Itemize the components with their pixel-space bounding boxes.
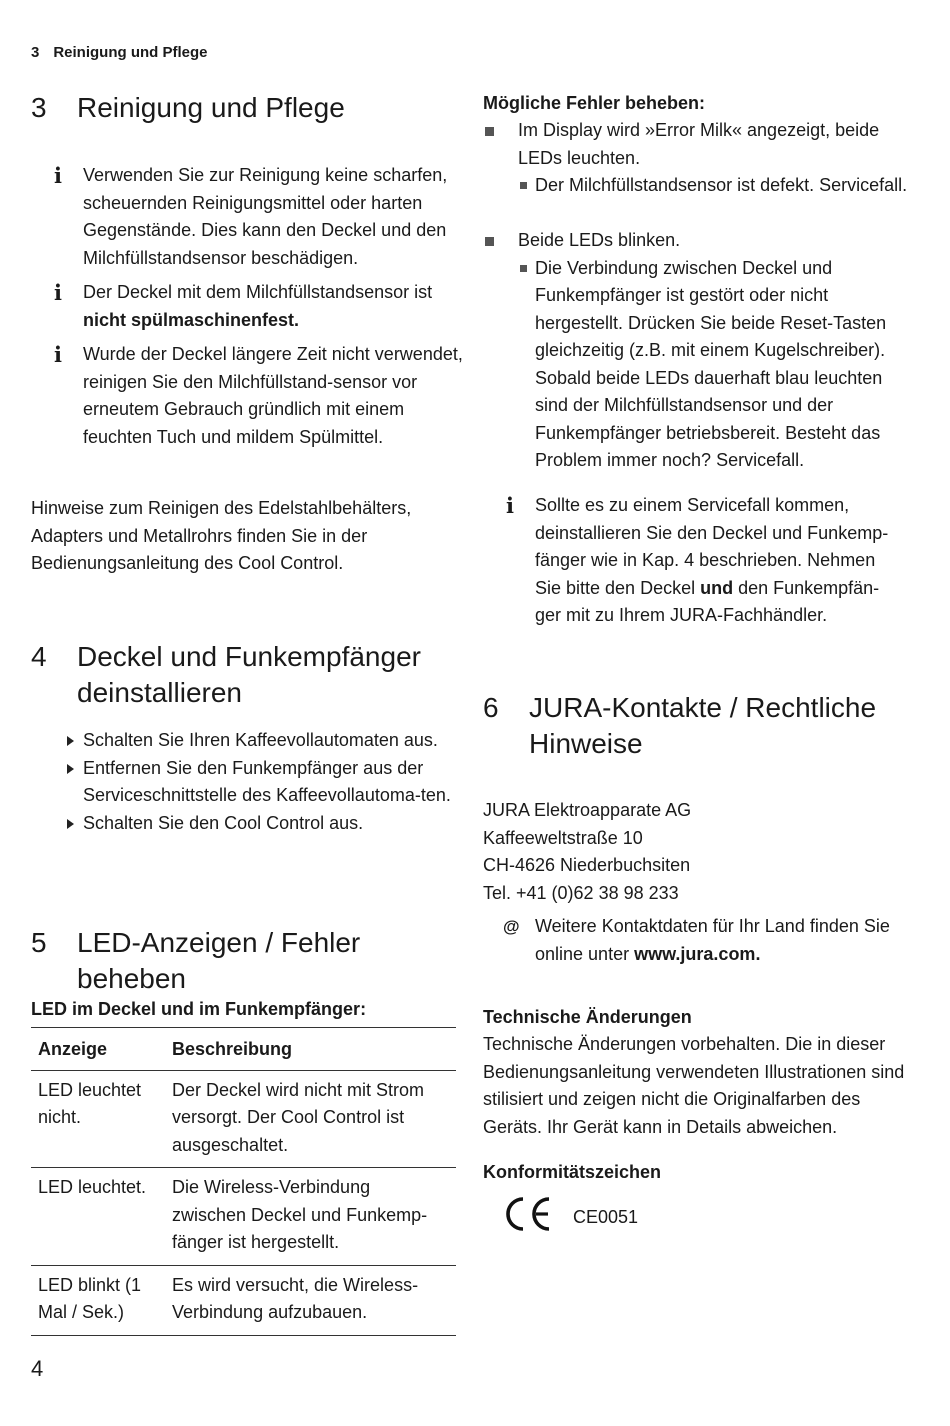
table-cell: Die Wireless-Verbindung zwischen Deckel und Funkemp-fänger ist hergestellt. — [165, 1168, 456, 1266]
arrow-right-icon — [67, 764, 74, 774]
service-note-text-part: den Funkempfän-ger mit zu Ihrem JURA-Fachhändler. — [535, 577, 880, 625]
step-list — [31, 727, 461, 837]
contact-note-text: Weitere Kontaktdaten für Ihr Land finden Sie online unter — [535, 916, 890, 964]
info-note-text-part: Der Deckel mit dem Milchfüllstandsensor ist — [83, 282, 433, 302]
contact-note — [535, 913, 915, 968]
section-6-heading — [483, 690, 913, 762]
arrow-right-icon — [67, 736, 74, 746]
cleaning-paragraph: Hinweise zum Reinigen des Edelstahlbehälters, Adapters und Metallrohrs finden Sie in der Bedienungsanleitung des Cool Control. — [31, 498, 412, 573]
step-text: Schalten Sie den Cool Control aus. — [83, 812, 364, 833]
led-table — [31, 1027, 456, 1336]
section-title: Reinigung und Pflege — [77, 92, 345, 123]
info-icon: i — [54, 342, 62, 367]
error-item — [483, 227, 913, 475]
info-icon: i — [54, 280, 62, 305]
error-sub-item — [535, 255, 905, 475]
table-row — [31, 1265, 456, 1335]
square-bullet-icon — [485, 237, 494, 246]
step-item — [31, 755, 461, 810]
tech-paragraph: Technische Änderungen vorbehalten. Die in dieser Bedienungsanleitung verwendeten Illustrationen sind stilisiert und zeigen nicht die Originalfarben des Geräts. Ihr Gerät kann in Details abweichen. — [483, 1034, 905, 1137]
error-sub-item-text: Die Verbindung zwischen Deckel und Funkempfänger ist gestört oder nicht hergestellt. Drücken Sie beide Reset-Tasten gleichzeitig (z.B. mit einem Kugelschreiber). Sobald beide LEDs dauerhaft blau leuchten sind der Milchfüllstandsensor und der Funkempfänger betriebsbereit. Besteht das Problem immer noch? Servicefall. — [535, 257, 887, 470]
info-icon: i — [54, 163, 62, 188]
section-title: Deckel und Funkempfänger deinstallieren — [77, 641, 421, 708]
service-note-text — [535, 492, 905, 630]
section-number: 5 — [31, 927, 47, 958]
section-number: 6 — [483, 692, 499, 723]
address-line: CH-4626 Niederbuchsiten — [483, 855, 691, 875]
info-icon: i — [506, 493, 514, 518]
column-header: Beschreibung — [165, 1028, 456, 1071]
ce-code: CE0051 — [573, 1207, 639, 1227]
service-note — [483, 492, 913, 630]
running-header — [31, 44, 208, 61]
table-cell: LED blinkt (1 Mal / Sek.) — [31, 1265, 165, 1335]
section-number: 3 — [31, 92, 47, 123]
column-header: Anzeige — [31, 1028, 165, 1071]
square-bullet-icon — [520, 182, 527, 189]
info-note-text — [83, 279, 463, 334]
table-cell: Der Deckel wird nicht mit Strom versorgt. Der Cool Control ist ausgeschaltet. — [165, 1070, 456, 1168]
section-title: JURA-Kontakte / Rechtliche Hinweise — [529, 692, 877, 759]
step-item — [31, 810, 461, 838]
page-number: 4 — [31, 1356, 44, 1381]
step-text: Schalten Sie Ihren Kaffeevollautomaten aus. — [83, 730, 438, 750]
tech-heading: Technische Änderungen — [483, 1007, 692, 1027]
square-bullet-icon — [485, 127, 494, 136]
address-line: JURA Elektroapparate AG — [483, 800, 692, 820]
section-number: 4 — [31, 641, 47, 672]
service-note-text-part: Sollte es zu einem Servicefall kommen, deinstallieren Sie den Deckel und Funkemp-fänger wie in Kap. 4 beschrieben. Nehmen Sie bitte den Deckel — [535, 495, 889, 598]
at-sign-icon: @ — [503, 917, 520, 936]
address-block — [483, 797, 913, 907]
errors-heading: Mögliche Fehler beheben: — [483, 93, 706, 113]
error-sub-item — [535, 172, 913, 200]
error-sub-item-text: Der Milchfüllstandsensor ist defekt. Servicefall. — [535, 175, 908, 195]
square-bullet-icon — [520, 265, 527, 272]
section-4-heading — [31, 639, 461, 711]
step-text: Entfernen Sie den Funkempfänger aus der Serviceschnittstelle des Kaffeevollautoma-ten. — [83, 757, 451, 805]
step-item — [31, 727, 461, 755]
table-cell: LED leuchtet. — [31, 1168, 165, 1266]
section-title: LED-Anzeigen / Fehler beheben — [77, 927, 361, 994]
table-header-row — [31, 1028, 456, 1071]
table-caption: LED im Deckel und im Funkempfänger: — [31, 999, 367, 1019]
address-line: Tel. +41 (0)62 38 98 233 — [483, 882, 679, 903]
conformity-heading: Konformitätszeichen — [483, 1162, 662, 1182]
table-row — [31, 1168, 456, 1266]
error-item-text: Beide LEDs blinken. — [518, 230, 681, 250]
service-note-bold-text: und — [700, 577, 734, 598]
website-link[interactable]: www.jura.com. — [634, 943, 761, 964]
table-cell: LED leuchtet nicht. — [31, 1070, 165, 1168]
error-item-text: Im Display wird »Error Milk« angezeigt, beide LEDs leuchten. — [518, 120, 880, 168]
table-row — [31, 1070, 456, 1168]
running-header-number: 3 — [31, 44, 40, 61]
running-header-title: Reinigung und Pflege — [53, 44, 208, 61]
error-item — [483, 117, 913, 200]
info-note-text: Verwenden Sie zur Reinigung keine scharfen, scheuernden Reinigungsmittel oder harten Gegenstände. Dies kann den Deckel und den Milchfüllstandsensor beschädigen. — [83, 165, 448, 268]
info-note-text: Wurde der Deckel längere Zeit nicht verwendet, reinigen Sie den Milchfüllstand-sensor vor erneutem Gebrauch gründlich mit einem feuchten Tuch und mildem Spülmittel. — [83, 344, 463, 447]
section-3-heading — [31, 90, 461, 130]
table-cell: Es wird versucht, die Wireless-Verbindung aufzubauen. — [165, 1265, 456, 1335]
info-note-bold-text: nicht spülmaschinenfest. — [83, 309, 300, 330]
address-line: Kaffeeweltstraße 10 — [483, 827, 643, 848]
section-5-heading — [31, 925, 461, 994]
arrow-right-icon — [67, 819, 74, 829]
ce-mark-icon — [503, 1196, 553, 1232]
